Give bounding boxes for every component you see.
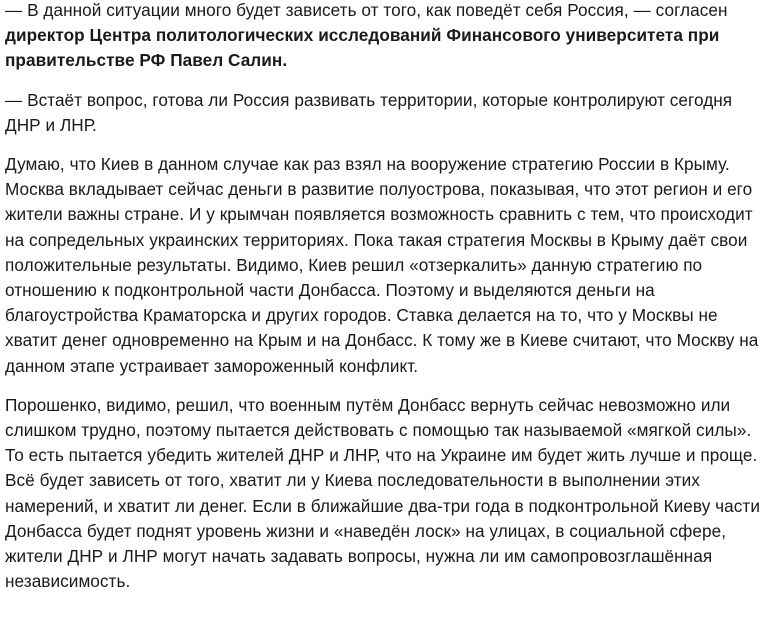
- expert-attribution: директор Центра политологических исследований Финансового университета при правительстве РФ Павел Салин.: [5, 25, 720, 71]
- paragraph-intro-lead: — В данной ситуации много будет зависеть от того, как поведёт себя Россия, — согласен: [5, 0, 728, 20]
- paragraph-soft-power: Порошенко, видимо, решил, что военным путём Донбасс вернуть сейчас невозможно или слишком трудно, поэтому пытается действовать с помощью так называемой «мягкой силы». То есть пытается убедить жителей ДНР и ЛНР, что на Украине им будет жить лучше и проще. Всё будет зависеть от того, хватит ли у Киева последовательности в выполнении этих намерений, и хватит ли денег. Если в ближайшие два-три года в подконтрольной Киеву части Донбасса будет поднят уровень жизни и «наведён лоск» на улицах, в социальной сфере, жители ДНР и ЛНР могут начать задавать вопросы, нужна ли им самопровозглашённая независимость.: [5, 394, 760, 592]
- paragraph-intro: [5, 0, 770, 74]
- paragraph-strategy: Думаю, что Киев в данном случае как раз взял на вооружение стратегию России в Крыму. Москва вкладывает сейчас деньги в развитие полуострова, показывая, что этот регион и его жители важны стране. И у крымчан появляется возможность сравнить с тем, что происходит на сопредельных украинских территориях. Пока такая стратегия Москвы в Крыму даёт свои положительные результаты. Видимо, Киев решил «отзеркалить» данную стратегию по отношению к подконтрольной части Донбасса. Поэтому и выделяются деньги на благоустройства Краматорска и других городов. Ставка делается на то, что у Москвы не хватит денег одновременно на Крым и на Донбасс. К тому же в Киеве считают, что Москву на данном этапе устраивает замороженный конфликт.: [5, 154, 759, 376]
- paragraph-question: — Встаёт вопрос, готова ли Россия развивать территории, которые контролируют сегодня ДНР и ЛНР.: [5, 89, 733, 135]
